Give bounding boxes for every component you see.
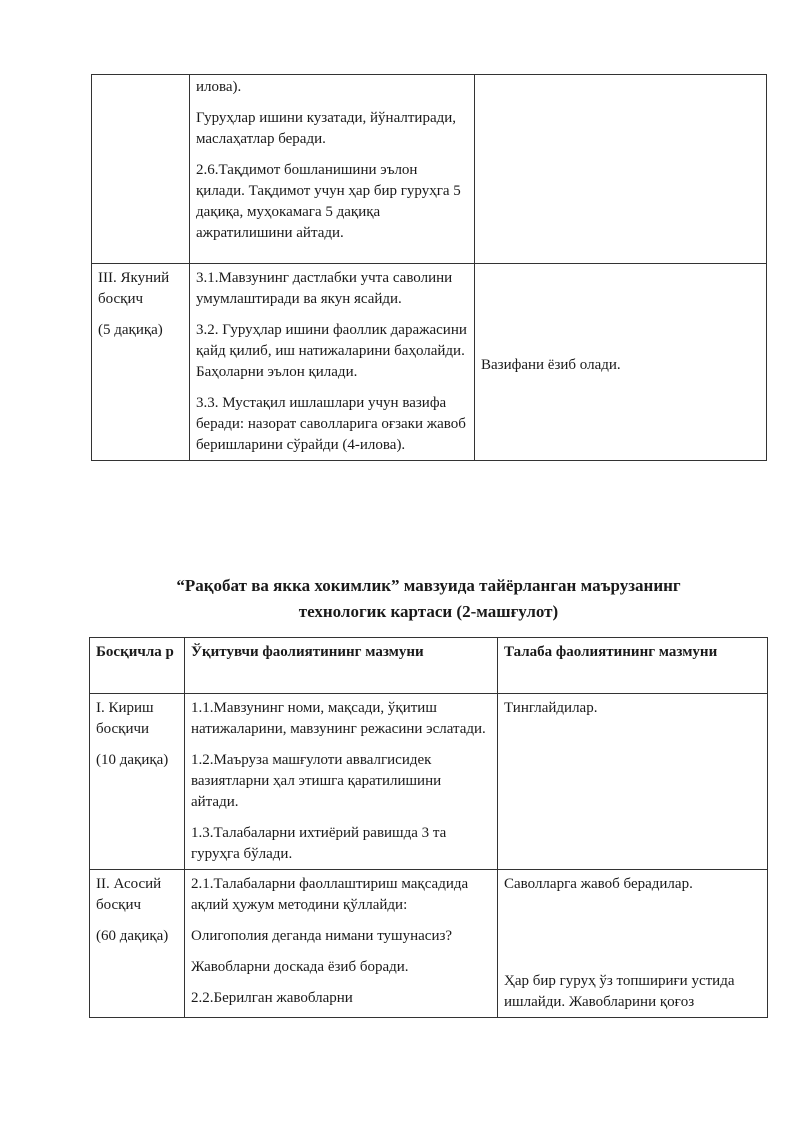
teacher-activity-text: Гуруҳлар ишини кузатади, йўналтиради, маслаҳатлар беради. — [196, 110, 457, 147]
stage-duration: (60 дақиқа) — [96, 928, 169, 944]
student-activity-cell — [475, 264, 767, 461]
table-row — [92, 75, 767, 264]
teacher-activity-cell — [190, 264, 475, 461]
stage-cell — [90, 870, 185, 1018]
teacher-activity-text: илова). — [196, 79, 242, 95]
table-row — [92, 264, 767, 461]
student-activity-text: Вазифани ёзиб олади. — [481, 357, 621, 373]
teacher-activity-cell — [185, 694, 498, 870]
title-line: технологик картаси (2-машғулот) — [298, 602, 559, 621]
stage-name: II. Асосий босқич — [96, 876, 162, 913]
teacher-activity-text: 1.3.Талабаларни ихтиёрий равишда 3 та гуруҳга бўлади. — [191, 825, 447, 862]
teacher-activity-text: 2.6.Тақдимот бошланишини эълон қилади. Тақдимот учун ҳар бир гуруҳга 5 дақиқа, муҳокамага 5 дақиқа ажратилишини айтади. — [196, 162, 461, 241]
teacher-activity-text: 1.2.Маъруза машғулоти аввалгисидек вазиятларни ҳал этишга қаратилишини айтади. — [191, 752, 442, 810]
teacher-activity-text: Олигополия деганда нимани тушунасиз? — [191, 928, 453, 944]
student-activity-cell — [498, 870, 768, 1018]
stage-name: I. Кириш босқичи — [96, 700, 154, 737]
teacher-activity-cell — [185, 870, 498, 1018]
table-row — [90, 694, 768, 870]
teacher-activity-text: 3.1.Мавзунинг дастлабки учта саволини умумлаштиради ва якун ясайди. — [196, 270, 453, 307]
stage-cell — [92, 75, 190, 264]
teacher-activity-text: 2.2.Берилган жавобларни — [191, 990, 353, 1006]
teacher-activity-text: Жавобларни доскада ёзиб боради. — [191, 959, 409, 975]
teacher-activity-text: 2.1.Талабаларни фаоллаштириш мақсадида ақлий ҳужум методини қўллайди: — [191, 876, 469, 913]
stage-cell — [92, 264, 190, 461]
student-activity-text: Ҳар бир гуруҳ ўз топшириғи устида ишлайди. Жавобларини қоғоз — [504, 973, 735, 1010]
lesson-plan-table — [89, 637, 768, 1018]
table-header-row — [90, 638, 768, 694]
teacher-activity-text: 1.1.Мавзунинг номи, мақсади, ўқитиш натижаларини, мавзунинг режасини эслатади. — [191, 700, 486, 737]
stage-cell — [90, 694, 185, 870]
stage-name: III. Якуний босқич — [98, 270, 170, 307]
column-header: Талаба фаолиятининг мазмуни — [498, 638, 768, 694]
teacher-activity-text: 3.2. Гуруҳлар ишини фаоллик даражасини қайд қилиб, иш натижаларини баҳолайди. Баҳоларни эълон қилади. — [196, 322, 467, 380]
column-header: Босқичла р — [90, 638, 185, 694]
student-activity-text: Саволларга жавоб берадилар. — [504, 876, 693, 892]
teacher-activity-cell — [190, 75, 475, 264]
student-activity-text: Тинглайдилар. — [504, 700, 598, 716]
page-title — [91, 573, 766, 625]
stage-duration: (10 дақиқа) — [96, 752, 169, 768]
title-line: “Рақобат ва якка хокимлик” мавзуида тайёрланган маърузанинг — [176, 576, 681, 595]
lesson-plan-table-continued — [91, 74, 767, 461]
teacher-activity-text: 3.3. Мустақил ишлашлари учун вазифа беради: назорат саволларига оғзаки жавоб беришларини сўрайди (4-илова). — [196, 395, 466, 453]
stage-duration: (5 дақиқа) — [98, 322, 163, 338]
column-header: Ўқитувчи фаолиятининг мазмуни — [185, 638, 498, 694]
table-row — [90, 870, 768, 1018]
student-activity-cell — [475, 75, 767, 264]
student-activity-cell — [498, 694, 768, 870]
